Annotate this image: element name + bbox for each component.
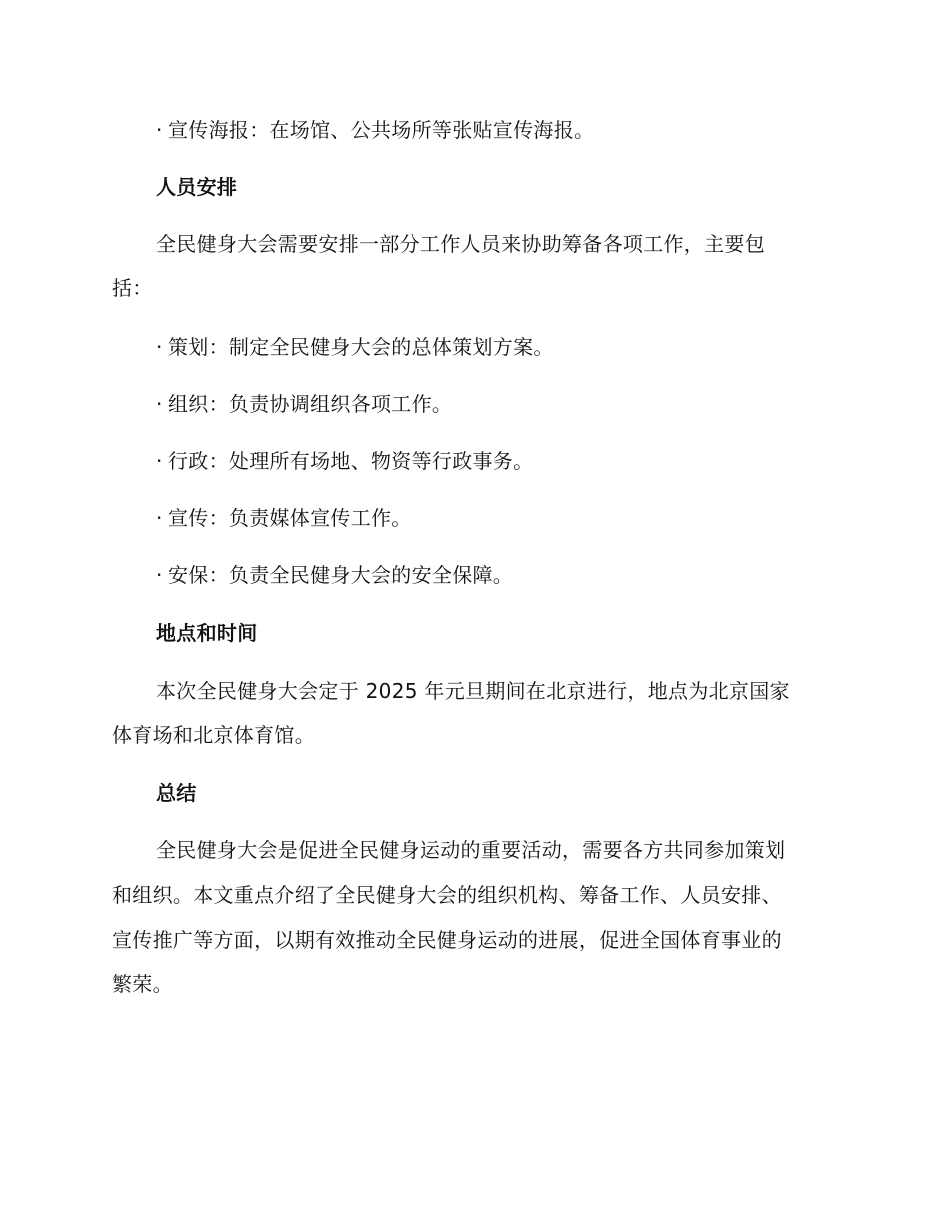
bullet-item-administration <box>156 447 533 475</box>
summary-line-4: 繁荣。 <box>112 972 173 996</box>
staffing-intro-line-1: 全民健身大会需要安排一部分工作人员来协助筹备各项工作，主要包 <box>156 232 765 256</box>
bullet-item-security <box>156 561 513 589</box>
summary-line-1: 全民健身大会是促进全民健身运动的重要活动，需要各方共同参加策划 <box>156 838 786 862</box>
bullet-text: 组织：负责协调组织各项工作。 <box>168 392 453 416</box>
bullet-item-promo-poster <box>156 116 594 144</box>
summary-line-3: 宣传推广等方面，以期有效推动全民健身运动的进展，促进全国体育事业的 <box>112 928 782 952</box>
bullet-text: 宣传海报：在场馆、公共场所等张贴宣传海报。 <box>168 118 595 142</box>
bullet-dot: · <box>156 506 163 530</box>
bullet-text: 安保：负责全民健身大会的安全保障。 <box>168 563 514 587</box>
bullet-dot: · <box>156 335 163 359</box>
section-heading-staffing: 人员安排 <box>156 175 238 199</box>
summary-line-2: 和组织。本文重点介绍了全民健身大会的组织机构、筹备工作、人员安排、 <box>112 883 782 907</box>
bullet-item-organization <box>156 390 452 418</box>
section-heading-venue-time: 地点和时间 <box>156 621 258 645</box>
bullet-text: 宣传：负责媒体宣传工作。 <box>168 506 412 530</box>
bullet-item-planning <box>156 333 554 361</box>
bullet-dot: · <box>156 449 163 473</box>
venue-time-line-1: 本次全民健身大会定于 2025 年元旦期间在北京进行，地点为北京国家 <box>156 679 790 703</box>
bullet-dot: · <box>156 392 163 416</box>
staffing-intro-line-2: 括： <box>112 276 153 300</box>
bullet-text: 行政：处理所有场地、物资等行政事务。 <box>168 449 534 473</box>
section-heading-summary: 总结 <box>156 781 197 805</box>
venue-time-line-2: 体育场和北京体育馆。 <box>112 723 315 747</box>
bullet-item-publicity <box>156 504 412 532</box>
bullet-dot: · <box>156 563 163 587</box>
bullet-text: 策划：制定全民健身大会的总体策划方案。 <box>168 335 554 359</box>
bullet-dot: · <box>156 118 163 142</box>
